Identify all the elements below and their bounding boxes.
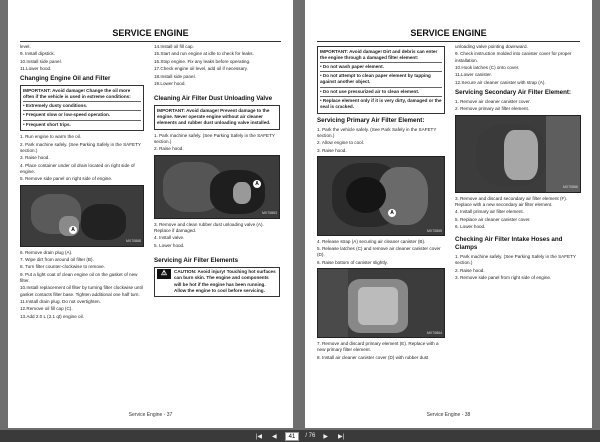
step: 4. Release strap (A) securing air cleaner canister (B). [317, 238, 426, 244]
step: 5. Remove side panel on right side of engine. [20, 176, 113, 182]
dust-valve-photo [154, 155, 280, 219]
text-line: 9. Install dipstick. [20, 51, 55, 57]
section-heading: Checking Air Filter Intake Hoses and Clamps [455, 236, 563, 252]
step: 2. Park machine safely. (See Parking Safely in the SAFETY section.) [20, 141, 141, 153]
page-header: SERVICE ENGINE [410, 28, 487, 38]
step: 3. Raise hood. [20, 155, 50, 161]
step: 7. Wipe dirt from around oil filter (B). [20, 256, 94, 262]
warning-icon: ⚠ [157, 269, 171, 279]
step: 1. Run engine to warm the oil. [20, 134, 82, 140]
caution-text: CAUTION: Avoid injury! Touching hot surfaces can burn skin. The engine and components will be hot if the engine has been running. Allow the engine to cool before servicing. [174, 269, 276, 293]
important-note [317, 46, 445, 114]
photo-id: MX70863 [262, 211, 277, 216]
note-line: IMPORTANT: Avoid damage! Dirt and debris can enter the engine through a damaged filter element: [320, 48, 438, 60]
text-line: unloading valve pointing downward. [455, 44, 528, 49]
callout-a: A [388, 209, 396, 217]
total-pages: / 76 [305, 433, 316, 439]
photo-id: MX70865 [427, 228, 442, 233]
prev-page-button[interactable]: ◀ [272, 433, 277, 440]
step: 3. Remove and discard secondary air filter element (F). Replace with a new secondary air filter element. [455, 195, 568, 207]
photo-id: MX70866 [563, 185, 578, 190]
section-heading: Changing Engine Oil and Filter [20, 75, 111, 83]
section-heading: Servicing Air Filter Elements [154, 256, 239, 264]
text-line: 15.Start and run engine at idle to check for leaks. [154, 51, 254, 57]
viewer-toolbar [0, 430, 600, 442]
text-line: 9. Check instruction molded into canister cover for proper installation. [455, 51, 572, 63]
note-line: • Do not attempt to clean paper element by tapping against another object. [320, 71, 442, 85]
step: 3. Remove and clean rubber dust unloading valve (A). Replace if damaged. [154, 221, 264, 233]
caution-note [154, 267, 280, 297]
first-page-button[interactable]: |◀ [255, 433, 263, 440]
section-heading: Servicing Primary Air Filter Element: [317, 116, 425, 124]
step: 4. Install primary air filter element. [455, 209, 524, 215]
primary-element-photo [317, 268, 445, 338]
page-header: SERVICE ENGINE [112, 28, 189, 38]
note-text: IMPORTANT: Avoid damage! Prevent damage to the engine. Never operate engine without air cleaner elements and rubber dust unloading valve installed. [157, 107, 271, 126]
last-page-button[interactable]: ▶| [337, 433, 345, 440]
left-col-1 [20, 44, 144, 321]
next-page-button[interactable]: ▶ [323, 433, 328, 440]
step: 11.Install drain plug. Do not overtighten. [20, 298, 101, 304]
engine-oil-photo [20, 185, 144, 247]
header-rule [317, 41, 580, 42]
callout-a: A [69, 226, 77, 234]
step: 6. Raise bottom of canister slightly. [317, 259, 388, 265]
step: 3. Remove side panel from right side of engine. [455, 275, 552, 281]
left-page [8, 0, 293, 428]
step: 9. Put a light coat of clean engine oil on the gasket of new filter. [20, 271, 138, 283]
step: 6. Lower hood. [455, 223, 486, 229]
step: 4. Install valve. [154, 235, 185, 241]
step: 12.Remove oil fill cap (C). [20, 306, 73, 312]
callout-a: A [253, 180, 261, 188]
text-line: level. [20, 44, 31, 49]
text-line: 18.Install side panel. [154, 73, 196, 79]
note-line: • Do not wash paper element. [320, 62, 442, 70]
step: 10.Install replacement oil filter by turning filter clockwise until gasket contacts filter base. Tighten additional one half turn. [20, 285, 143, 297]
step: 8. Turn filter counter-clockwise to remove. [20, 264, 106, 270]
step: 1. Park machine safely. (See Parking Safely in the SAFETY section.) [455, 254, 576, 266]
step: 5. Release latches (C) and remove air cleaner canister cover (D). [317, 246, 441, 258]
text-line: 10.Install side panel. [20, 58, 62, 64]
step: 2. Raise hood. [455, 267, 485, 273]
right-page [305, 0, 592, 428]
text-line: 19.Lower hood. [154, 80, 186, 86]
section-heading: Servicing Secondary Air Filter Element: [455, 88, 571, 96]
step: 8. Install air cleaner canister cover (D) with rubber dust [317, 354, 429, 360]
important-note [154, 105, 280, 130]
page-number-input[interactable]: 41 [285, 432, 300, 441]
air-canister-photo [317, 156, 445, 236]
page-footer: Service Engine - 37 [128, 412, 173, 418]
step: 2. Remove primary air filter element. [455, 106, 530, 112]
step: 4. Place container under oil drain located on right side of engine. [20, 162, 135, 174]
step: 13.Add 2.0 L (2.1 qt) engine oil. [20, 313, 84, 319]
text-line: 11.Lower canister. [455, 72, 492, 78]
step: 3. Raise hood. [317, 147, 347, 153]
left-col-2 [154, 44, 280, 300]
page-footer: Service Engine - 38 [426, 412, 471, 418]
step: 2. Raise hood. [154, 146, 184, 152]
step: 2. Allow engine to cool. [317, 140, 364, 146]
header-rule [20, 41, 281, 42]
text-line: 14.Install oil fill cap. [154, 44, 194, 49]
secondary-element-photo [455, 115, 581, 193]
text-line: 11.Lower hood. [20, 66, 52, 72]
step: 1. Remove air cleaner canister cover. [455, 98, 531, 104]
note-line: • Extremely dusty conditions. [23, 101, 141, 109]
right-col-2 [455, 44, 581, 283]
step: 6. Remove drain plug (A). [20, 249, 73, 255]
photo-id: MX70868 [126, 239, 141, 244]
text-line: 12.Secure air cleaner canister with strap (A). [455, 79, 546, 85]
note-line: IMPORTANT: Avoid damage! Change the oil more often if the vehicle is used in extreme conditions: [23, 87, 131, 100]
note-line: • Frequent short trips. [23, 120, 141, 128]
step: 5. Lower hood. [154, 242, 185, 248]
text-line: 17.Check engine oil level, add oil if necessary. [154, 66, 248, 72]
note-line: • Frequent slow or low-speed operation. [23, 110, 141, 118]
photo-id: MX70864 [427, 330, 442, 335]
step: 7. Remove and discard primary element (E). Replace with a new primary filter element. [317, 341, 439, 353]
note-line: • Do not use pressurized air to clean element. [320, 87, 442, 95]
step: 1. Park the vehicle safely. (See Park Safely in the SAFETY section.) [317, 126, 437, 138]
text-line: 16.Stop engine. Fix any leaks before operating. [154, 58, 251, 64]
text-line: 10.Hook latches (C) onto cover. [455, 64, 520, 70]
important-note [20, 85, 144, 131]
step: 5. Replace air cleaner canister cover. [455, 216, 531, 222]
step: 1. Park machine safely. (See Parking Safely in the SAFETY section.) [154, 132, 275, 144]
section-heading: Cleaning Air Filter Dust Unloading Valve [154, 95, 273, 103]
right-col-1 [317, 44, 445, 362]
note-line: • Replace element only if it is very dirty, damaged or the seal is cracked. [320, 97, 442, 109]
